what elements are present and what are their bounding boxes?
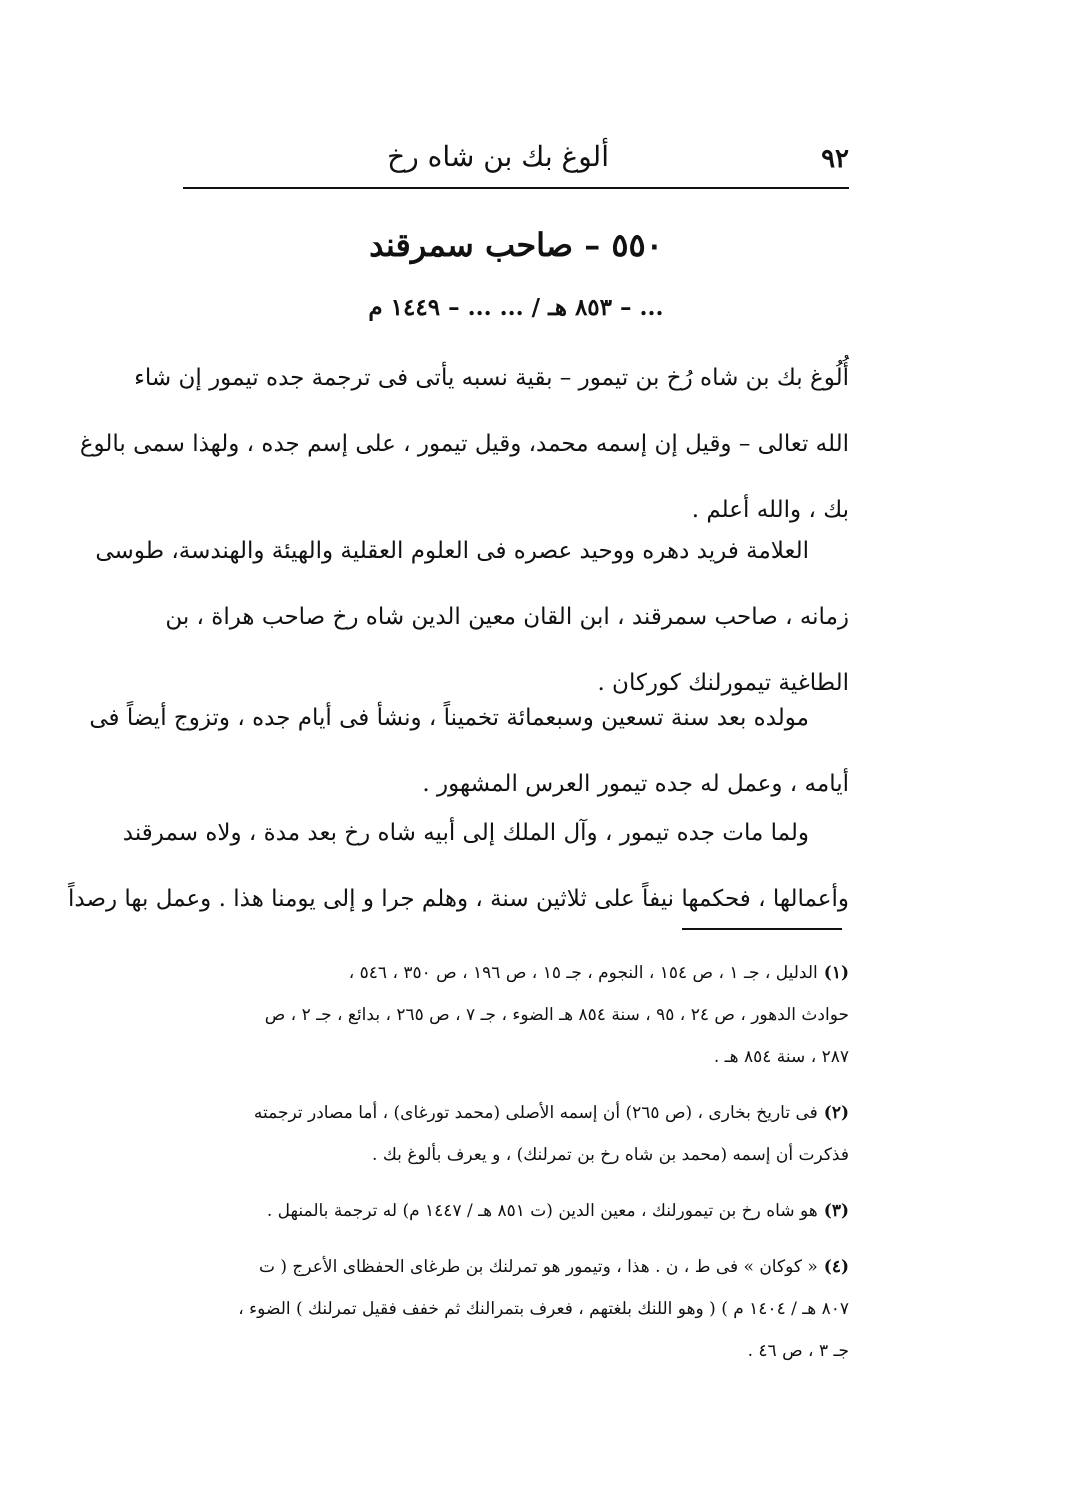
footnote-line: ٢٨٧ ، سنة ٨٥٤ هـ . [713, 1047, 849, 1067]
footnote-1 [183, 952, 849, 1078]
paragraph-line: الطاغية تيمورلنك كوركان . [597, 670, 849, 696]
page-number: ٩٢ [821, 144, 849, 174]
footnote-number: (٤) [823, 1257, 849, 1277]
footnote-line [183, 1092, 849, 1134]
footnote-3 [183, 1190, 849, 1232]
footnote-line: فذكرت أن إسمه (محمد بن شاه رخ بن تمرلنك) ، و يعرف بألوغ بك . [372, 1145, 849, 1165]
footnote-line: ٨٠٧ هـ / ١٤٠٤ م ) ( وهو اللنك بلغتهم ، فعرف بتمرالنك ثم خفف فقيل تمرلنك ) الضوء ، [238, 1299, 849, 1319]
paragraph-line: وأعمالها ، فحكمها نيفاً على ثلاثين سنة ، وهلم جرا و إلى يومنا هذا . وعمل بها رصداً [68, 886, 849, 912]
paragraph-1 [79, 345, 849, 543]
running-title: ألوغ بك بن شاه رخ [387, 140, 609, 173]
paragraph-line: أيامه ، وعمل له جده تيمور العرس المشهور . [422, 771, 849, 797]
footnote-line [183, 952, 849, 994]
paragraph-line: أُلُوغ بك بن شاه رُخ بن تيمور – بقية نسبه يأتى فى ترجمة جده تيمور إن شاء [134, 365, 849, 391]
footnote-number: (١) [823, 963, 849, 983]
footnote-2 [183, 1092, 849, 1176]
footnote-text: « كوكان » فى ط ، ن . هذا ، وتيمور هو تمرلنك بن طرغاى الحفظاى الأعرج ( ت [258, 1257, 818, 1277]
paragraph-line: العلامة فريد دهره ووحيد عصره فى العلوم العقلية والهيئة والهندسة، طوسى [95, 538, 809, 564]
header-rule [183, 187, 849, 189]
footnote-4 [183, 1246, 849, 1372]
paragraph-4 [68, 800, 849, 932]
paragraph-line: مولده بعد سنة تسعين وسبعمائة تخميناً ، ونشأ فى أيام جده ، وتزوج أيضاً فى [89, 705, 809, 731]
footnote-line: حوادث الدهور ، ص ٢٤ ، ٩٥ ، سنة ٨٥٤ هـ الضوء ، جـ ٧ ، ص ٢٦٥ ، بدائع ، جـ ٢ ، ص [264, 1005, 849, 1025]
paragraph-line: الله تعالى – وقيل إن إسمه محمد، وقيل تيمور ، على إسم جده ، ولهذا سمى بالوغ [79, 431, 849, 457]
footnote-line [183, 1190, 849, 1232]
entry-title: ٥٥٠ – صاحب سمرقند [369, 226, 663, 264]
footnote-line: جـ ٣ ، ص ٤٦ . [747, 1341, 849, 1361]
footnote-separator [682, 928, 842, 930]
footnote-number: (٢) [823, 1103, 849, 1123]
paragraph-line: ولما مات جده تيمور ، وآل الملك إلى أبيه شاه رخ بعد مدة ، ولاه سمرقند [122, 820, 809, 846]
footnote-text: الدليل ، جـ ١ ، ص ١٥٤ ، النجوم ، جـ ١٥ ، ص ١٩٦ ، ص ٣٥٠ ، ٥٤٦ ، [348, 963, 818, 983]
footnote-text: هو شاه رخ بن تيمورلنك ، معين الدين (ت ٨٥١ هـ / ١٤٤٧ م) له ترجمة بالمنهل . [266, 1201, 818, 1221]
page-header [183, 140, 849, 180]
paragraph-line: بك ، والله أعلم . [691, 497, 849, 523]
entry-dates: ... – ٨٥٣ هـ / ... ... – ١٤٤٩ م [368, 294, 664, 321]
footnotes [183, 952, 849, 1386]
footnote-number: (٣) [823, 1201, 849, 1221]
footnote-line [183, 1246, 849, 1288]
paragraph-3 [89, 685, 849, 817]
footnote-text: فى تاريخ بخارى ، (ص ٢٦٥) أن إسمه الأصلى (محمد تورغاى) ، أما مصادر ترجمته [253, 1103, 818, 1123]
paragraph-line: زمانه ، صاحب سمرقند ، ابن القان معين الدين شاه رخ صاحب هراة ، بن [165, 604, 849, 630]
